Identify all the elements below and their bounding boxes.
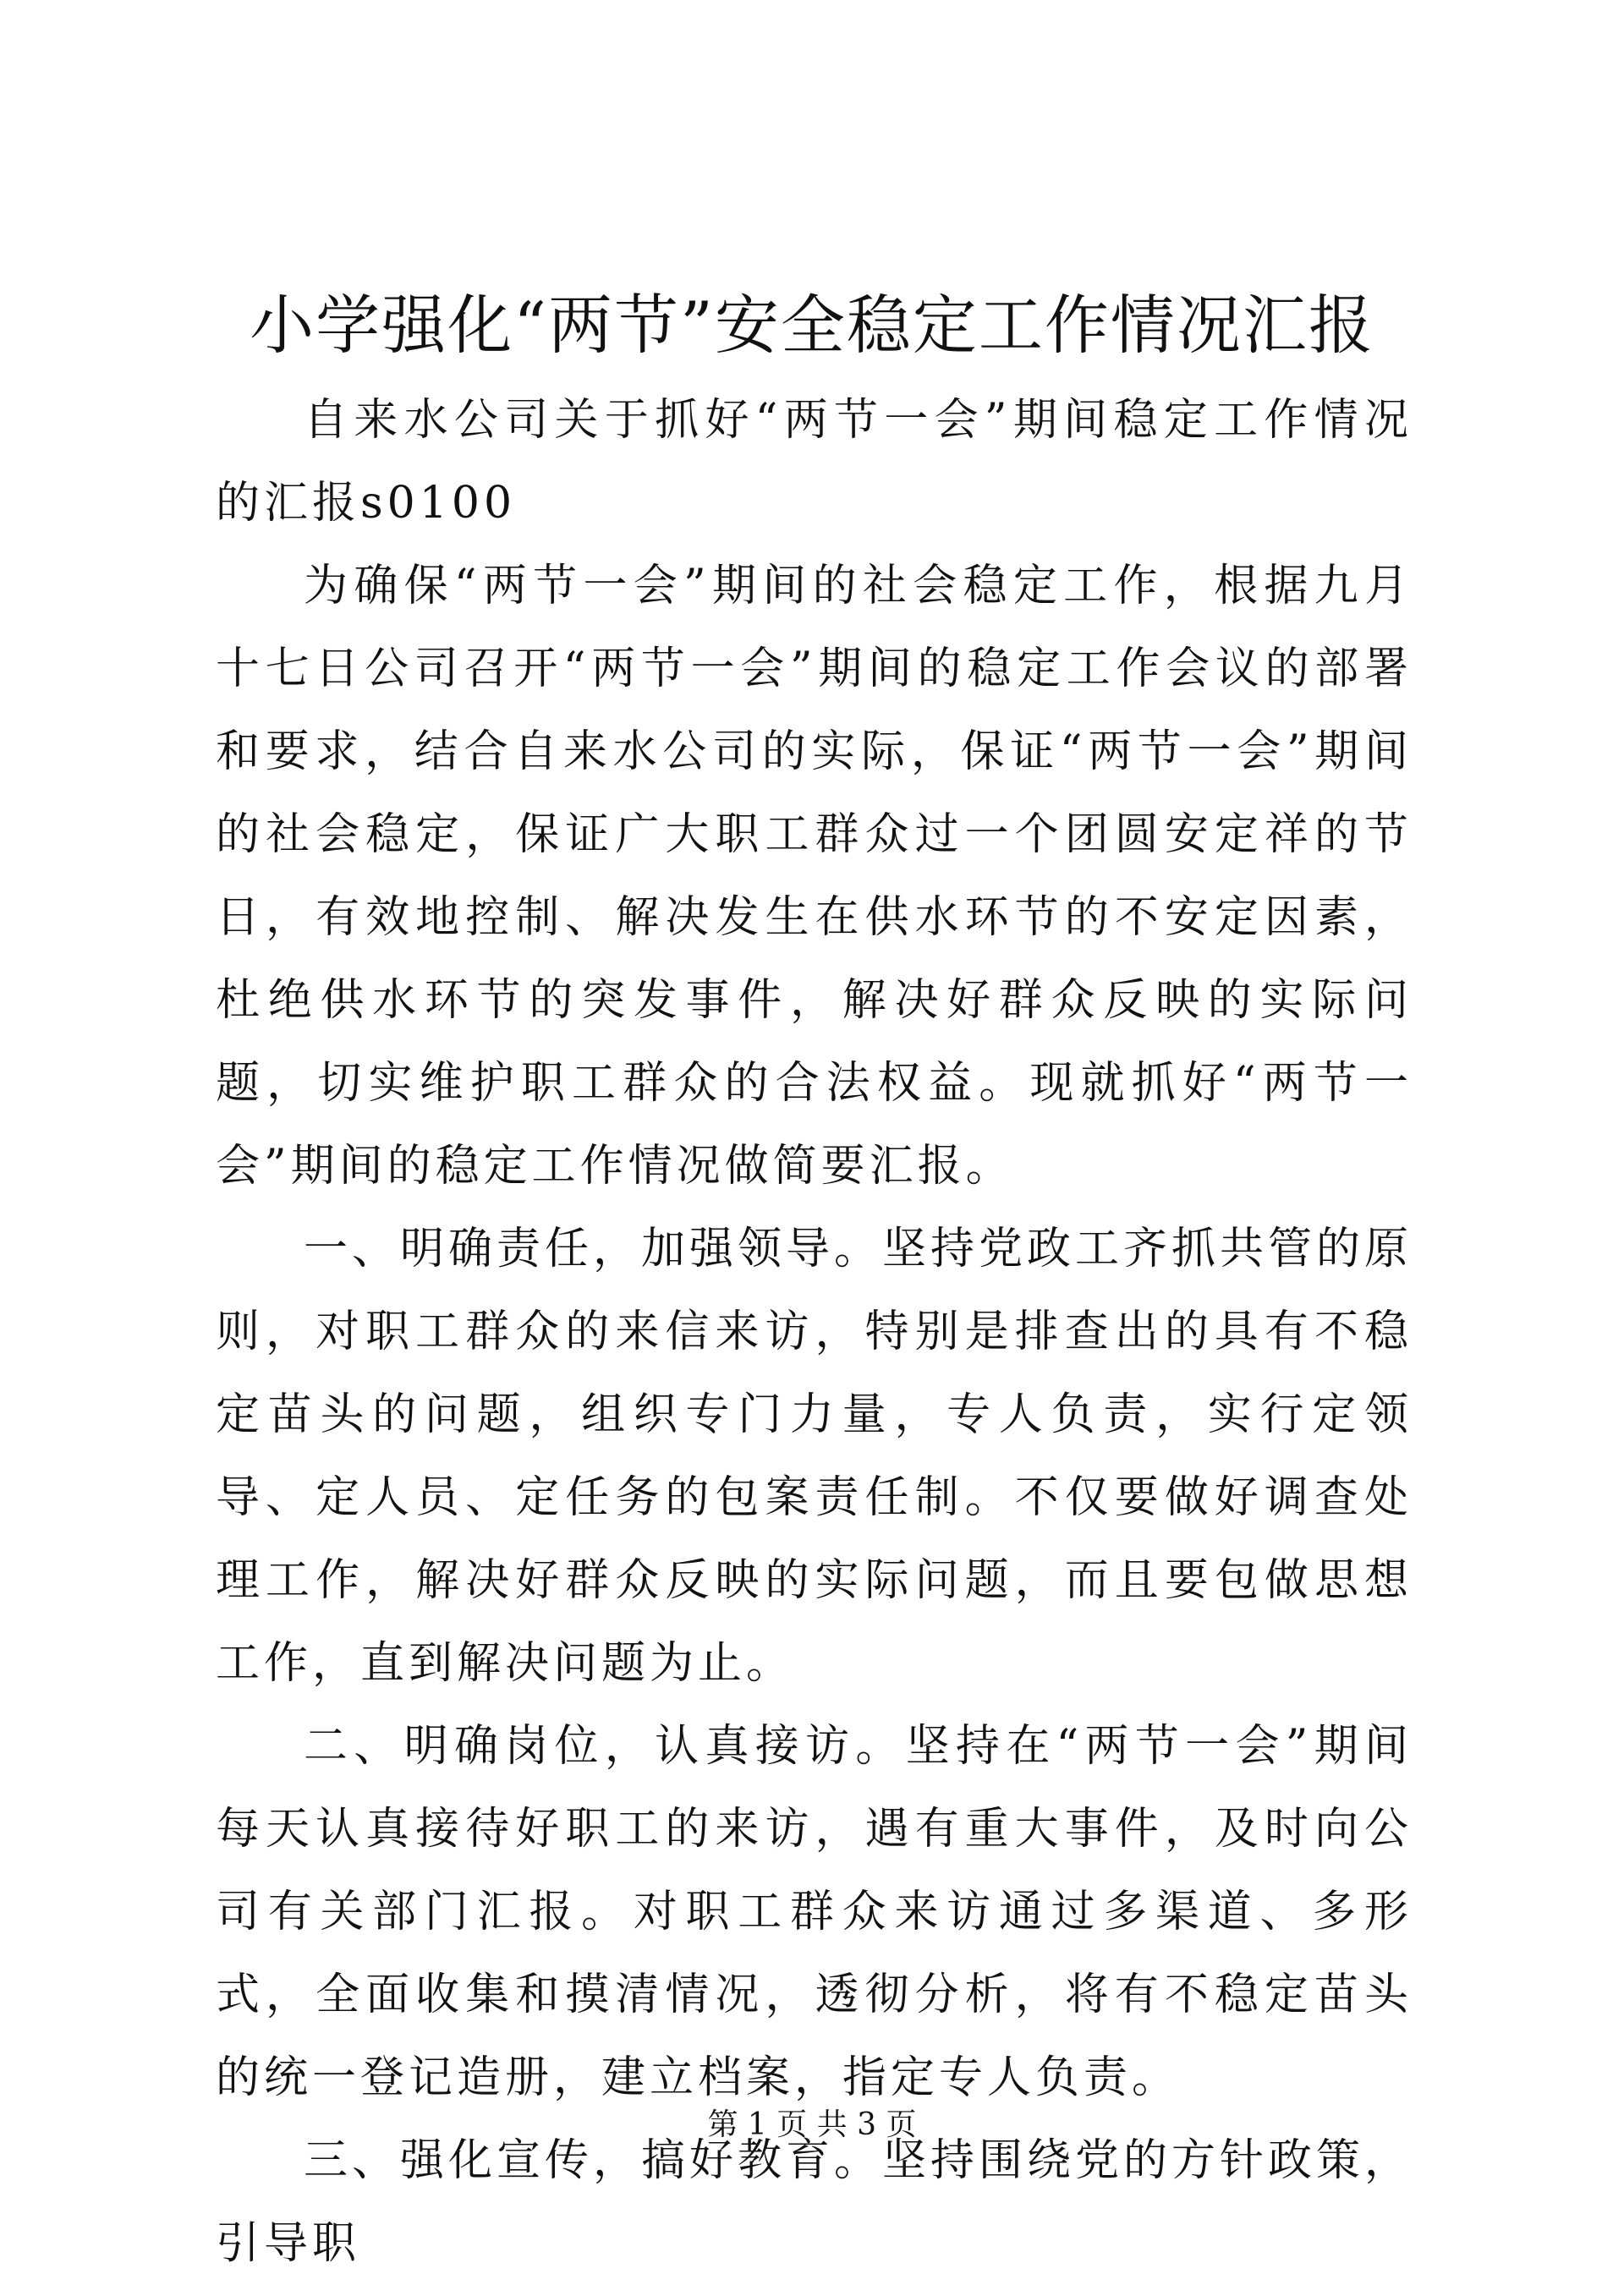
document-title: 小学强化“两节”安全稳定工作情况汇报 — [250, 288, 1374, 363]
page-footer: 第 1 页 共 3 页 — [707, 2107, 917, 2142]
paragraph-section-2: 二、明确岗位，认真接访。坚持在“两节一会”期间每天认真接待好职工的来访，遇有重大事件，及时向公司有关部门汇报。对职工群众来访通过多渠道、多形式，全面收集和摸清情况，透彻分析，将有不稳定苗头的统一登记造册，建立档案，指定专人负责。 — [216, 1721, 1413, 2103]
paragraph-section-3: 三、强化宣传，搞好教育。坚持围绕党的方针政策，引导职 — [216, 2135, 1413, 2269]
paragraph-intro: 为确保“两节一会”期间的社会稳定工作，根据九月十七日公司召开“两节一会”期间的稳定工作会议的部署和要求，结合自来水公司的实际，保证“两节一会”期间的社会稳定，保证广大职工群众过一个团圆安定祥的节日，有效地控制、解决发生在供水环节的不安定因素，杜绝供水环节的突发事件，解决好群众反映的实际问题，切实维护职工群众的合法权益。现就抓好“两节一会”期间的稳定工作情况做简要汇报。 — [216, 561, 1413, 1192]
paragraph-subtitle: 自来水公司关于抓好“两节一会”期间稳定工作情况的汇报s0100 — [216, 395, 1413, 529]
paragraph-section-1: 一、明确责任，加强领导。坚持党政工齐抓共管的原则，对职工群众的来信来访，特别是排查出的具有不稳定苗头的问题，组织专门力量，专人负责，实行定领导、定人员、定任务的包案责任制。不仅要做好调查处理工作，解决好群众反映的实际问题，而且要包做思想工作，直到解决问题为止。 — [216, 1224, 1413, 1689]
document-body — [216, 379, 1413, 2285]
